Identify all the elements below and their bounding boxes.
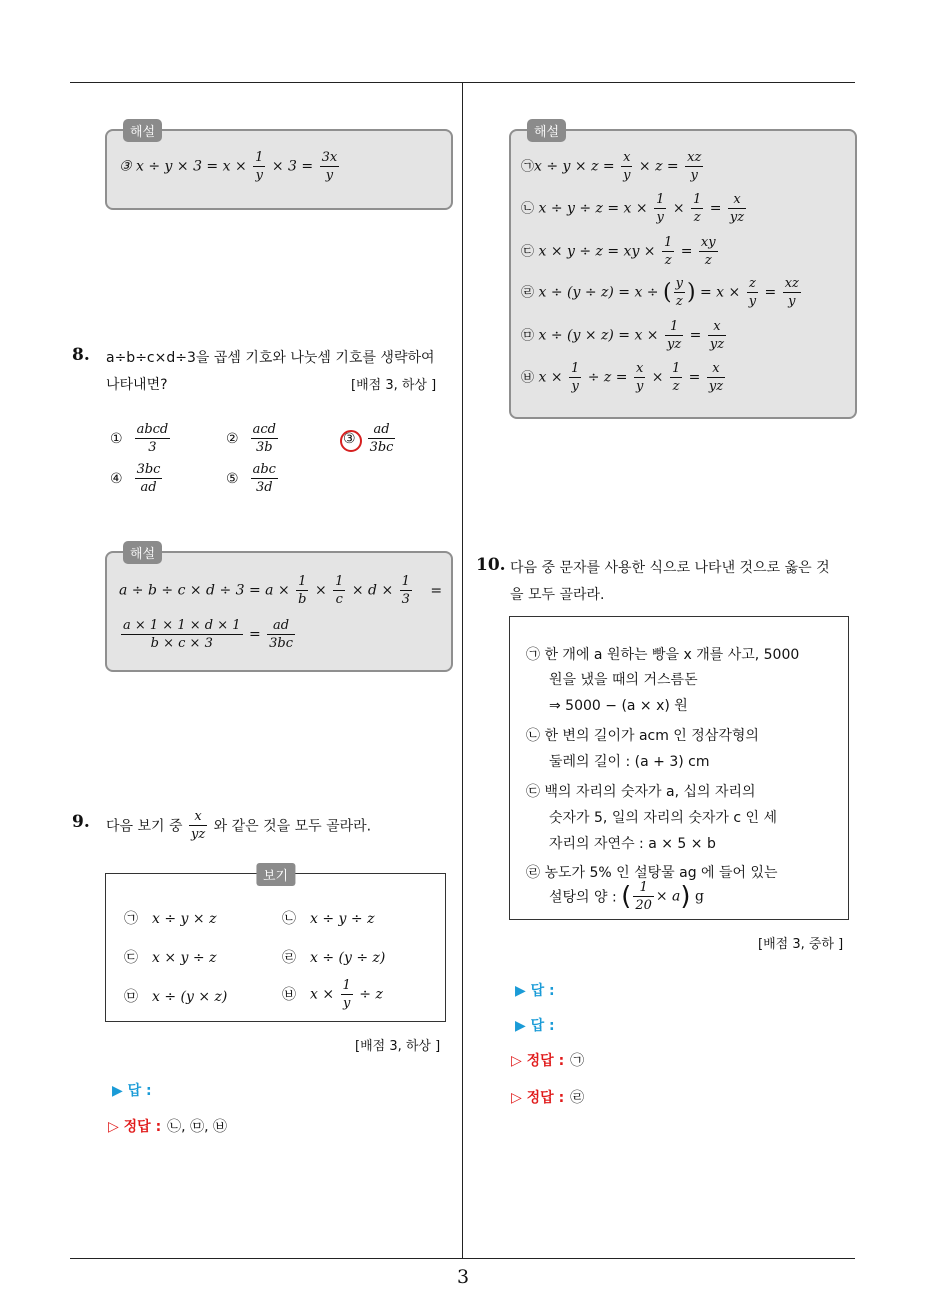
q10-answer-label-2[interactable]: ▶ 답 : [515, 1018, 555, 1034]
q9-solution-line-5: ㉤ x ÷ (y × z) = x × $\frac{1}{yz}$ = $\frac{x}{yz}$ [521, 319, 725, 352]
q9-answer-label[interactable]: ▶ 답 : [112, 1083, 152, 1099]
page-number: 3 [456, 1266, 470, 1288]
cond-line: 둘레의 길이 : (a + 3) cm [549, 754, 710, 770]
cond-line: ㉢ 백의 자리의 숫자가 a, 십의 자리의 [526, 784, 756, 800]
q8-meta: [배점 3, 하상 ] [351, 378, 437, 393]
q8-text-line2: 나타내면? [106, 377, 168, 393]
q10-correct-1: ▷ 정답 : ㉠ [511, 1053, 585, 1069]
q9-number: 9. [72, 812, 90, 832]
view-item: ㉢ x × y ÷ z [124, 950, 217, 966]
q7-solution-box [105, 125, 453, 210]
q10-text-line2: 을 모두 골라라. [510, 587, 605, 603]
cond-line: ㉡ 한 변의 길이가 acm 인 정삼각형의 [526, 728, 759, 744]
cond-line: 자리의 자연수 : a × 5 × b [549, 836, 716, 852]
view-item: ㉥ x × $\frac{1}{y}$ ÷ z [282, 978, 383, 1011]
cond-line: 원을 냈을 때의 거스름돈 [549, 672, 698, 688]
q10-text-line1: 다음 중 문자를 사용한 식으로 나타낸 것으로 옳은 것 [510, 560, 830, 576]
q8-solution-line1: a ÷ b ÷ c × d ÷ 3 = a × $\frac{1}{b}$ × $\frac{1}{c}$ × d × $\frac{1}{3}$ = [119, 574, 443, 607]
solution-tab: 해설 [123, 541, 162, 564]
q10-meta: [배점 3, 중하 ] [758, 937, 844, 952]
q10-condition-box [509, 616, 849, 920]
cond-line: ㉣ 농도가 5% 인 설탕물 ag 에 들어 있는 [526, 865, 778, 881]
q8-choice-3[interactable]: ③ $\frac{ad}{3bc}$ [343, 422, 394, 455]
view-item: ㉤ x ÷ (y × z) [124, 989, 228, 1005]
q8-number: 8. [72, 345, 90, 365]
q9-correct: ▷ 정답 : ㉡, ㉤, ㉥ [108, 1119, 227, 1135]
q8-choice-5[interactable]: ⑤ $\frac{\text{abc}}{3d}$ [226, 462, 276, 495]
footer-rule [70, 1258, 855, 1259]
cond-line: 숫자가 5, 일의 자리의 숫자가 c 인 세 [549, 810, 778, 826]
q10-number: 10. [476, 555, 506, 575]
q9-solution-line-1: ㉠x ÷ y × z = $\frac{x}{y}$ × z = $\frac{xz}{y}$ [521, 150, 702, 183]
q8-choice-2[interactable]: ② $\frac{\text{acd}}{3b}$ [226, 422, 276, 455]
q10-answer-label-1[interactable]: ▶ 답 : [515, 983, 555, 999]
q9-solution-line-6: ㉥ x × $\frac{1}{y}$ ÷ z = $\frac{x}{y}$ × $\frac{1}{z}$ = $\frac{x}{yz}$ [521, 361, 724, 394]
fraction: $\frac{3x}{y}$ [321, 150, 338, 183]
q7-solution-line: ③ x ÷ y × 3 = x × $\frac{1}{y}$ × 3 = $\frac{3x}{y}$ [119, 150, 338, 183]
q9-solution-box [509, 125, 857, 419]
q9-solution-line-4: ㉣ x ÷ (y ÷ z) = x ÷ ( $\frac{y}{z}$ ) = x × $\frac{z}{y}$ = $\frac{xz}{y}$ [521, 276, 799, 309]
q9-meta: [배점 3, 하상 ] [355, 1039, 441, 1054]
view-item: ㉡ x ÷ y ÷ z [282, 911, 375, 927]
q9-solution-line-3: ㉢ x × y ÷ z = xy × $\frac{1}{z}$ = $\frac{xy}{z}$ [521, 235, 716, 268]
view-item: ㉠ x ÷ y × z [124, 911, 217, 927]
solution-tab: 해설 [123, 119, 162, 142]
q10-correct-2: ▷ 정답 : ㉣ [511, 1090, 585, 1106]
cond-line: ⇒ 5000 − (a × x) 원 [549, 698, 688, 714]
cond-line: ㉠ 한 개에 a 원하는 빵을 x 개를 사고, 5000 [526, 647, 800, 663]
q8-choice-1[interactable]: ① $\frac{\text{abcd}}{3}$ [110, 422, 169, 455]
view-item: ㉣ x ÷ (y ÷ z) [282, 950, 386, 966]
q8-solution-line2: $\frac{a \times 1 \times 1 \times d \times 1}{b \times c \times 3}$ = $\frac{ad}{3bc}$ [123, 618, 294, 651]
q8-solution-box [105, 547, 453, 672]
view-tab: 보기 [256, 863, 295, 886]
fraction: $\frac{1}{y}$ [255, 150, 264, 183]
q9-view-box [105, 869, 446, 1022]
q9-solution-line-2: ㉡ x ÷ y ÷ z = x × $\frac{1}{y}$ × $\frac{1}{z}$ = $\frac{x}{yz}$ [521, 192, 745, 225]
solution-tab: 해설 [527, 119, 566, 142]
column-divider [462, 83, 463, 1258]
cond-line: 설탕의 양 : ( $\frac{1}{20}$ × a) g [549, 880, 704, 913]
q8-text-line1: a÷b÷c×d÷3을 곱셈 기호와 나눗셈 기호를 생략하여 [106, 350, 435, 366]
q8-choice-4[interactable]: ④ $\frac{3bc}{ad}$ [110, 462, 161, 495]
q9-text: 다음 보기 중 $\frac{x}{yz}$ 와 같은 것을 모두 골라라. [106, 809, 372, 842]
